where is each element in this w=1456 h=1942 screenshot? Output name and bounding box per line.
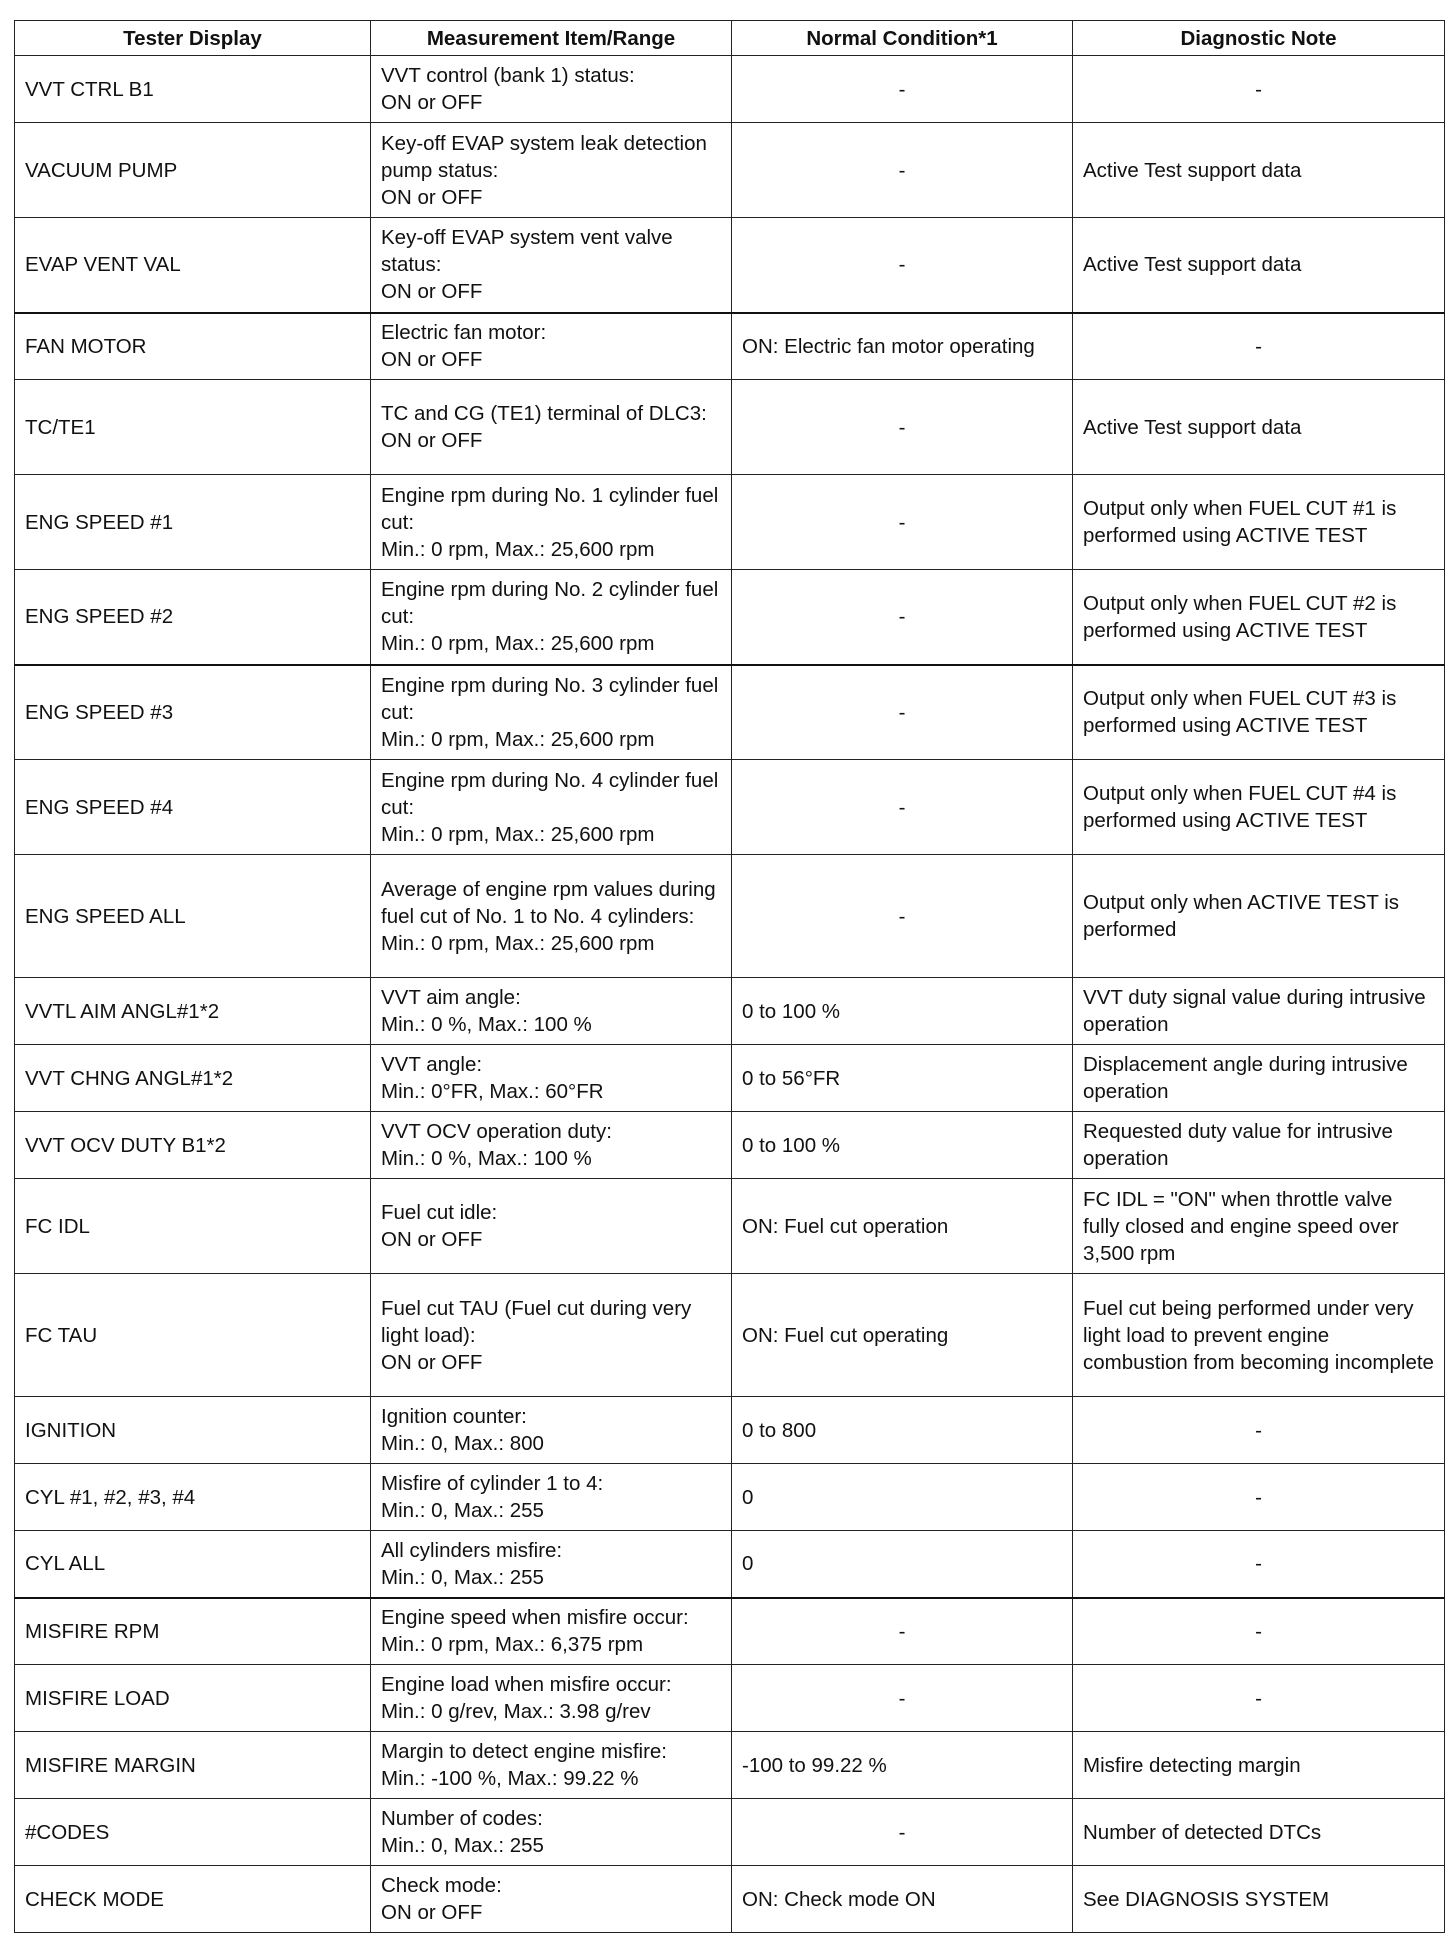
table-row: [15, 1045, 1445, 1112]
normal-condition-cell: -: [732, 665, 1073, 760]
diagnostic-note-cell: -: [1073, 1598, 1445, 1665]
tester-display-cell: MISFIRE RPM: [15, 1598, 371, 1665]
diagnostic-note-cell: -: [1073, 1531, 1445, 1598]
diagnostic-note-cell: Displacement angle during intrusive operation: [1073, 1045, 1445, 1112]
measurement-cell: Number of codes: Min.: 0, Max.: 255: [371, 1799, 732, 1866]
measurement-cell: Engine load when misfire occur: Min.: 0 g/rev, Max.: 3.98 g/rev: [371, 1665, 732, 1732]
tester-display-cell: ENG SPEED #4: [15, 760, 371, 855]
diagnostic-note-cell: Active Test support data: [1073, 218, 1445, 313]
tester-display-cell: ENG SPEED #1: [15, 475, 371, 570]
table-row: [15, 1732, 1445, 1799]
normal-condition-cell: -: [732, 570, 1073, 665]
table-row: [15, 978, 1445, 1045]
normal-condition-cell: -: [732, 1665, 1073, 1732]
normal-condition-cell: -: [732, 760, 1073, 855]
normal-condition-cell: -: [732, 380, 1073, 475]
diagnostic-note-cell: Misfire detecting margin: [1073, 1732, 1445, 1799]
normal-condition-cell: 0 to 800: [732, 1397, 1073, 1464]
normal-condition-cell: 0 to 56°FR: [732, 1045, 1073, 1112]
normal-condition-cell: -: [732, 56, 1073, 123]
diagnostic-note-cell: Output only when FUEL CUT #4 is performed using ACTIVE TEST: [1073, 760, 1445, 855]
measurement-cell: Key-off EVAP system leak detection pump status: ON or OFF: [371, 123, 732, 218]
diagnostic-note-cell: -: [1073, 1397, 1445, 1464]
table-row: [15, 1179, 1445, 1274]
table-row: [15, 218, 1445, 313]
diagnostic-note-cell: VVT duty signal value during intrusive operation: [1073, 978, 1445, 1045]
measurement-cell: Misfire of cylinder 1 to 4: Min.: 0, Max.: 255: [371, 1464, 732, 1531]
table-row: [15, 1397, 1445, 1464]
normal-condition-cell: -: [732, 1799, 1073, 1866]
tester-display-cell: EVAP VENT VAL: [15, 218, 371, 313]
measurement-cell: Fuel cut TAU (Fuel cut during very light load): ON or OFF: [371, 1274, 732, 1397]
header-measurement-item: Measurement Item/Range: [371, 21, 732, 56]
diagnostic-note-cell: Number of detected DTCs: [1073, 1799, 1445, 1866]
normal-condition-cell: ON: Fuel cut operating: [732, 1274, 1073, 1397]
diagnostic-note-cell: -: [1073, 56, 1445, 123]
measurement-cell: Check mode: ON or OFF: [371, 1866, 732, 1933]
tester-display-cell: MISFIRE MARGIN: [15, 1732, 371, 1799]
table-row: [15, 855, 1445, 978]
tester-display-cell: ENG SPEED #3: [15, 665, 371, 760]
normal-condition-cell: -: [732, 218, 1073, 313]
diagnostic-note-cell: Requested duty value for intrusive operation: [1073, 1112, 1445, 1179]
measurement-cell: Fuel cut idle: ON or OFF: [371, 1179, 732, 1274]
normal-condition-cell: 0 to 100 %: [732, 978, 1073, 1045]
diagnostic-note-cell: -: [1073, 1464, 1445, 1531]
measurement-cell: VVT OCV operation duty: Min.: 0 %, Max.: 100 %: [371, 1112, 732, 1179]
measurement-cell: Key-off EVAP system vent valve status: ON or OFF: [371, 218, 732, 313]
table-row: [15, 123, 1445, 218]
tester-display-cell: VVT CTRL B1: [15, 56, 371, 123]
header-diagnostic-note: Diagnostic Note: [1073, 21, 1445, 56]
data-list-table: [14, 20, 1445, 1933]
tester-display-cell: #CODES: [15, 1799, 371, 1866]
header-tester-display: Tester Display: [15, 21, 371, 56]
tester-display-cell: FC IDL: [15, 1179, 371, 1274]
normal-condition-cell: ON: Check mode ON: [732, 1866, 1073, 1933]
tester-display-cell: ENG SPEED #2: [15, 570, 371, 665]
diagnostic-note-cell: See DIAGNOSIS SYSTEM: [1073, 1866, 1445, 1933]
measurement-cell: Engine rpm during No. 3 cylinder fuel cut: Min.: 0 rpm, Max.: 25,600 rpm: [371, 665, 732, 760]
table-row: [15, 1531, 1445, 1598]
table-row: [15, 313, 1445, 380]
table-row: [15, 1665, 1445, 1732]
tester-display-cell: VVT OCV DUTY B1*2: [15, 1112, 371, 1179]
diagnostic-note-cell: -: [1073, 313, 1445, 380]
normal-condition-cell: 0 to 100 %: [732, 1112, 1073, 1179]
table-row: [15, 570, 1445, 665]
normal-condition-cell: 0: [732, 1531, 1073, 1598]
table-row: [15, 1866, 1445, 1933]
table-row: [15, 1274, 1445, 1397]
normal-condition-cell: -: [732, 123, 1073, 218]
measurement-cell: Engine rpm during No. 2 cylinder fuel cut: Min.: 0 rpm, Max.: 25,600 rpm: [371, 570, 732, 665]
diagnostic-note-cell: FC IDL = "ON" when throttle valve fully closed and engine speed over 3,500 rpm: [1073, 1179, 1445, 1274]
diagnostic-note-cell: Output only when FUEL CUT #2 is performed using ACTIVE TEST: [1073, 570, 1445, 665]
table-row: [15, 380, 1445, 475]
tester-display-cell: TC/TE1: [15, 380, 371, 475]
measurement-cell: Electric fan motor: ON or OFF: [371, 313, 732, 380]
diagnostic-note-cell: Output only when FUEL CUT #3 is performed using ACTIVE TEST: [1073, 665, 1445, 760]
tester-display-cell: VACUUM PUMP: [15, 123, 371, 218]
table-row: [15, 665, 1445, 760]
diagnostic-note-cell: Active Test support data: [1073, 380, 1445, 475]
measurement-cell: Margin to detect engine misfire: Min.: -100 %, Max.: 99.22 %: [371, 1732, 732, 1799]
measurement-cell: Engine rpm during No. 1 cylinder fuel cut: Min.: 0 rpm, Max.: 25,600 rpm: [371, 475, 732, 570]
diagnostic-note-cell: Fuel cut being performed under very light load to prevent engine combustion from becoming incomplete: [1073, 1274, 1445, 1397]
tester-display-cell: ENG SPEED ALL: [15, 855, 371, 978]
data-list-table-container: [14, 20, 1445, 1933]
table-row: [15, 1598, 1445, 1665]
normal-condition-cell: 0: [732, 1464, 1073, 1531]
table-row: [15, 760, 1445, 855]
measurement-cell: VVT angle: Min.: 0°FR, Max.: 60°FR: [371, 1045, 732, 1112]
measurement-cell: VVT aim angle: Min.: 0 %, Max.: 100 %: [371, 978, 732, 1045]
diagnostic-note-cell: -: [1073, 1665, 1445, 1732]
measurement-cell: Ignition counter: Min.: 0, Max.: 800: [371, 1397, 732, 1464]
diagnostic-note-cell: Output only when FUEL CUT #1 is performed using ACTIVE TEST: [1073, 475, 1445, 570]
normal-condition-cell: -: [732, 475, 1073, 570]
header-normal-condition: Normal Condition*1: [732, 21, 1073, 56]
tester-display-cell: CYL ALL: [15, 1531, 371, 1598]
table-row: [15, 56, 1445, 123]
tester-display-cell: VVT CHNG ANGL#1*2: [15, 1045, 371, 1112]
measurement-cell: Engine rpm during No. 4 cylinder fuel cut: Min.: 0 rpm, Max.: 25,600 rpm: [371, 760, 732, 855]
diagnostic-note-cell: Active Test support data: [1073, 123, 1445, 218]
normal-condition-cell: -: [732, 855, 1073, 978]
table-row: [15, 1799, 1445, 1866]
tester-display-cell: FC TAU: [15, 1274, 371, 1397]
tester-display-cell: VVTL AIM ANGL#1*2: [15, 978, 371, 1045]
table-row: [15, 475, 1445, 570]
measurement-cell: TC and CG (TE1) terminal of DLC3: ON or OFF: [371, 380, 732, 475]
normal-condition-cell: ON: Electric fan motor operating: [732, 313, 1073, 380]
measurement-cell: Engine speed when misfire occur: Min.: 0 rpm, Max.: 6,375 rpm: [371, 1598, 732, 1665]
table-row: [15, 1464, 1445, 1531]
measurement-cell: All cylinders misfire: Min.: 0, Max.: 255: [371, 1531, 732, 1598]
normal-condition-cell: -100 to 99.22 %: [732, 1732, 1073, 1799]
table-row: [15, 1112, 1445, 1179]
diagnostic-note-cell: Output only when ACTIVE TEST is performed: [1073, 855, 1445, 978]
normal-condition-cell: ON: Fuel cut operation: [732, 1179, 1073, 1274]
tester-display-cell: CHECK MODE: [15, 1866, 371, 1933]
header-row: [15, 21, 1445, 56]
measurement-cell: Average of engine rpm values during fuel cut of No. 1 to No. 4 cylinders: Min.: 0 rpm, Max.: 25,600 rpm: [371, 855, 732, 978]
tester-display-cell: FAN MOTOR: [15, 313, 371, 380]
tester-display-cell: CYL #1, #2, #3, #4: [15, 1464, 371, 1531]
measurement-cell: VVT control (bank 1) status: ON or OFF: [371, 56, 732, 123]
tester-display-cell: IGNITION: [15, 1397, 371, 1464]
tester-display-cell: MISFIRE LOAD: [15, 1665, 371, 1732]
normal-condition-cell: -: [732, 1598, 1073, 1665]
